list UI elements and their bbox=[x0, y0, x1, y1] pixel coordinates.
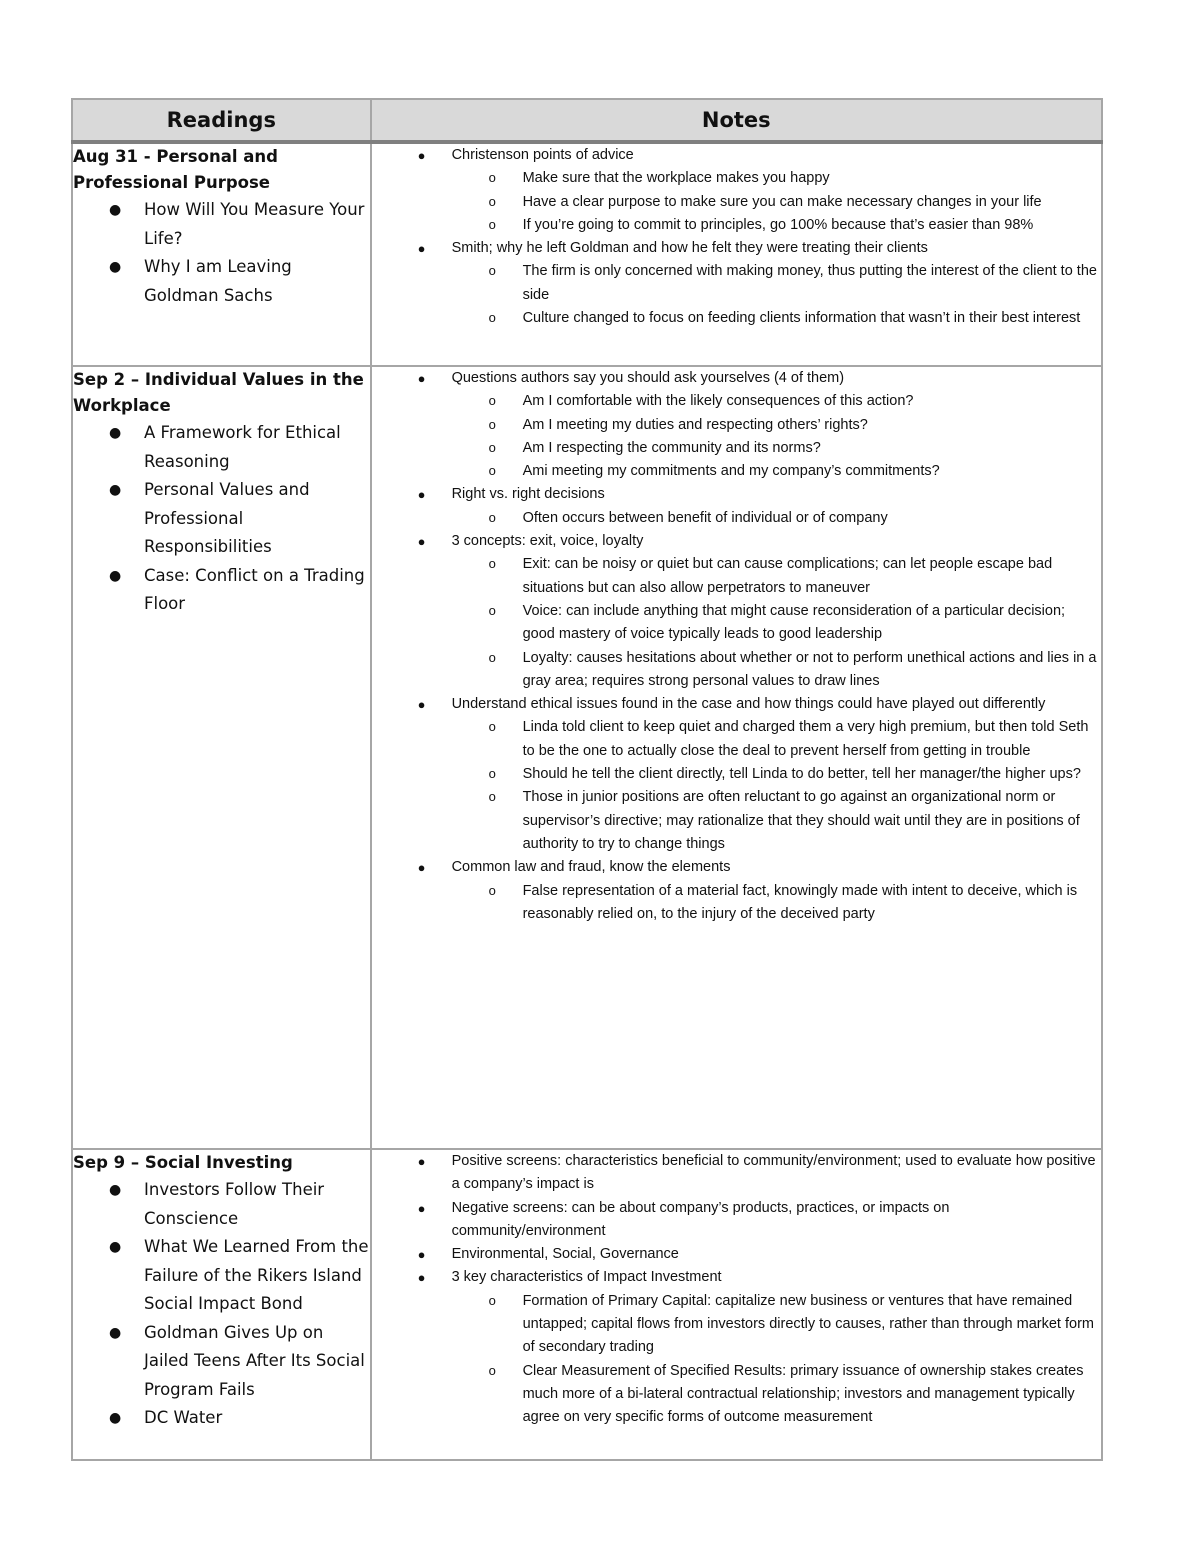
sub-note-text: Loyalty: causes hesitations about whether or not to perform unethical actions and lies in a gray area; requires strong personal values to draw lines bbox=[522, 649, 1097, 689]
sub-note-text: Ami meeting my commitments and my company’s commitments? bbox=[522, 463, 940, 480]
reading-title-text: Personal Values and Professional Responsibilities bbox=[144, 480, 310, 556]
table-row bbox=[72, 1149, 1102, 1460]
note-item bbox=[372, 237, 1101, 260]
bullet-icon: ● bbox=[417, 1247, 426, 1263]
bullet-icon: ● bbox=[417, 241, 426, 257]
sub-note-text: Clear Measurement of Specified Results: primary issuance of ownership stakes creates much more of a bi-lateral contractual relationship; investors and management typically agree on very specific forms of outcome measurement bbox=[522, 1362, 1084, 1426]
sub-note-item bbox=[372, 880, 1101, 927]
bullet-icon: ● bbox=[109, 1410, 122, 1426]
notes-table bbox=[71, 98, 1103, 1461]
sub-bullet-icon: o bbox=[488, 556, 496, 572]
sub-note-text: Am I respecting the community and its norms? bbox=[522, 439, 821, 456]
reading-title-text: How Will You Measure Your Life? bbox=[144, 200, 365, 248]
sub-bullet-icon: o bbox=[488, 416, 496, 432]
note-text: 3 concepts: exit, voice, loyalty bbox=[451, 533, 644, 550]
note-item bbox=[372, 856, 1101, 879]
reading-list bbox=[73, 419, 370, 619]
bullet-icon: ● bbox=[109, 482, 122, 498]
reading-title-text: A Framework for Ethical Reasoning bbox=[144, 423, 341, 471]
sub-bullet-icon: o bbox=[488, 882, 496, 898]
sub-note-text: Voice: can include anything that might cause reconsideration of a particular decision; good mastery of voice typically leads to good leadership bbox=[522, 602, 1066, 643]
sub-note-item bbox=[372, 553, 1101, 600]
sub-note-item bbox=[372, 716, 1101, 763]
sub-note-item bbox=[372, 260, 1101, 307]
table-row bbox=[72, 142, 1102, 366]
readings-cell bbox=[72, 1149, 371, 1460]
reading-item bbox=[73, 1176, 370, 1233]
bullet-icon: ● bbox=[417, 1154, 426, 1169]
sub-note-text: False representation of a material fact, knowingly made with intent to deceive, which is reasonably relied on, to the injury of the deceived party bbox=[522, 882, 1078, 922]
sub-note-text: Culture changed to focus on feeding clients information that wasn’t in their best interest bbox=[522, 310, 1081, 327]
note-item bbox=[372, 1150, 1101, 1197]
readings-cell bbox=[72, 366, 371, 1149]
note-item bbox=[372, 367, 1101, 390]
bullet-icon: ● bbox=[417, 371, 426, 386]
sub-bullet-icon: o bbox=[488, 193, 496, 209]
note-text: Negative screens: can be about company’s products, practices, or impacts on community/environment bbox=[451, 1199, 950, 1239]
sub-bullet-icon: o bbox=[488, 216, 496, 232]
sub-note-item bbox=[372, 167, 1101, 190]
sub-bullet-icon: o bbox=[488, 393, 496, 409]
reading-title-text: Why I am Leaving Goldman Sachs bbox=[144, 257, 292, 305]
reading-item bbox=[73, 1404, 370, 1433]
note-item bbox=[372, 1243, 1101, 1266]
sub-note-text: Am I meeting my duties and respecting others’ rights? bbox=[522, 416, 868, 433]
sub-bullet-icon: o bbox=[488, 310, 496, 326]
sub-note-text: Am I comfortable with the likely consequences of this action? bbox=[522, 393, 914, 410]
bullet-icon: ● bbox=[109, 425, 122, 441]
sub-note-text: Often occurs between benefit of individual or of company bbox=[522, 509, 888, 526]
readings-cell bbox=[72, 142, 371, 366]
sub-bullet-icon: o bbox=[488, 1362, 496, 1378]
sub-note-text: Linda told client to keep quiet and charged them a very high premium, but then told Seth to be the one to actually close the deal to prevent herself from getting in trouble bbox=[522, 719, 1089, 759]
reading-date-title: Sep 9 – Social Investing bbox=[73, 1153, 293, 1172]
note-item bbox=[372, 483, 1101, 506]
sub-note-text: Should he tell the client directly, tell Linda to do better, tell her manager/the higher ups? bbox=[522, 766, 1081, 783]
readings-column-header: Readings bbox=[72, 99, 371, 142]
bullet-icon: ● bbox=[417, 1200, 426, 1216]
sub-bullet-icon: o bbox=[488, 766, 496, 782]
bullet-icon: ● bbox=[109, 259, 122, 275]
sub-note-text: If you’re going to commit to principles, go 100% because that’s easier than 98% bbox=[522, 216, 1034, 233]
bullet-icon: ● bbox=[417, 487, 426, 503]
reading-title-text: What We Learned From the Failure of the Rikers Island Social Impact Bond bbox=[144, 1237, 369, 1313]
sub-note-text: Those in junior positions are often reluctant to go against an organizational norm or supervisor’s directive; may rationalize that they should wait until they are in positions of authority to try to change things bbox=[522, 789, 1080, 852]
reading-item bbox=[73, 1233, 370, 1319]
sub-bullet-icon: o bbox=[488, 170, 496, 186]
table-header-row bbox=[72, 99, 1102, 142]
reading-item bbox=[73, 476, 370, 562]
sub-note-item bbox=[372, 437, 1101, 460]
notes-cell bbox=[371, 366, 1102, 1149]
bullet-icon: ● bbox=[109, 1324, 122, 1341]
sub-note-item bbox=[372, 414, 1101, 437]
sub-bullet-icon: o bbox=[488, 1292, 496, 1308]
sub-note-item bbox=[372, 390, 1101, 413]
sub-note-item bbox=[372, 647, 1101, 694]
table-row bbox=[72, 366, 1102, 1149]
reading-title-text: DC Water bbox=[144, 1408, 223, 1427]
notes-cell bbox=[371, 1149, 1102, 1460]
note-text: 3 key characteristics of Impact Investment bbox=[451, 1269, 722, 1286]
note-text: Positive screens: characteristics beneficial to community/environment; used to evaluate how positive a company’s impact is bbox=[451, 1153, 1096, 1193]
reading-item bbox=[73, 1319, 370, 1405]
sub-note-text: The firm is only concerned with making money, thus putting the interest of the client to the side bbox=[522, 263, 1097, 303]
reading-item bbox=[73, 419, 370, 476]
sub-note-item bbox=[372, 763, 1101, 786]
note-text: Understand ethical issues found in the case and how things could have played out differently bbox=[451, 696, 1046, 713]
note-text: Environmental, Social, Governance bbox=[451, 1246, 679, 1263]
note-text: Common law and fraud, know the elements bbox=[451, 859, 731, 876]
sub-bullet-icon: o bbox=[488, 719, 496, 735]
note-item bbox=[372, 693, 1101, 716]
sub-note-text: Have a clear purpose to make sure you can make necessary changes in your life bbox=[522, 193, 1042, 210]
bullet-icon: ● bbox=[417, 697, 426, 713]
reading-item bbox=[73, 253, 370, 310]
sub-note-text: Make sure that the workplace makes you happy bbox=[522, 170, 830, 187]
sub-note-item bbox=[372, 307, 1101, 330]
bullet-icon: ● bbox=[417, 534, 426, 550]
sub-note-item bbox=[372, 1360, 1101, 1430]
note-item bbox=[372, 1266, 1101, 1289]
sub-note-item bbox=[372, 786, 1101, 856]
reading-title-text: Goldman Gives Up on Jailed Teens After Its Social Program Fails bbox=[144, 1322, 365, 1399]
bullet-icon: ● bbox=[109, 567, 122, 584]
bullet-icon: ● bbox=[417, 148, 426, 163]
reading-date-title: Sep 2 – Individual Values in the Workplace bbox=[73, 370, 364, 415]
reading-item bbox=[73, 562, 370, 619]
sub-note-item bbox=[372, 214, 1101, 237]
reading-title-text: Case: Conflict on a Trading Floor bbox=[144, 565, 365, 613]
note-text: Christenson points of advice bbox=[451, 147, 634, 163]
note-text: Right vs. right decisions bbox=[451, 486, 605, 503]
bullet-icon: ● bbox=[417, 860, 426, 876]
bullet-icon: ● bbox=[109, 1239, 122, 1255]
sub-bullet-icon: o bbox=[488, 649, 496, 665]
note-item bbox=[372, 144, 1101, 167]
reading-list bbox=[73, 1176, 370, 1433]
sub-note-item bbox=[372, 1290, 1101, 1360]
reading-title-text: Investors Follow Their Conscience bbox=[144, 1180, 325, 1228]
sub-bullet-icon: o bbox=[488, 509, 496, 525]
note-item bbox=[372, 1197, 1101, 1244]
sub-bullet-icon: o bbox=[488, 789, 496, 805]
bullet-icon: ● bbox=[109, 202, 122, 218]
bullet-icon: ● bbox=[417, 1270, 426, 1286]
bullet-icon: ● bbox=[109, 1182, 122, 1198]
sub-note-item bbox=[372, 600, 1101, 647]
sub-bullet-icon: o bbox=[488, 263, 496, 279]
note-text: Questions authors say you should ask yourselves (4 of them) bbox=[451, 370, 845, 386]
reading-date-title: Aug 31 - Personal and Professional Purpose bbox=[73, 147, 278, 192]
sub-note-item bbox=[372, 507, 1101, 530]
sub-note-item bbox=[372, 191, 1101, 214]
sub-bullet-icon: o bbox=[488, 463, 496, 479]
notes-cell bbox=[371, 142, 1102, 366]
sub-bullet-icon: o bbox=[488, 439, 496, 455]
note-item bbox=[372, 530, 1101, 553]
reading-list bbox=[73, 196, 370, 310]
notes-column-header: Notes bbox=[371, 99, 1102, 142]
note-text: Smith; why he left Goldman and how he felt they were treating their clients bbox=[451, 240, 928, 257]
sub-note-text: Exit: can be noisy or quiet but can cause complications; can let people escape bad situations but can also allow perpetrators to maneuver bbox=[522, 556, 1053, 596]
sub-note-text: Formation of Primary Capital: capitalize new business or ventures that have remained untapped; capital flows from investors directly to causes, rather than through market form of secondary trading bbox=[522, 1292, 1094, 1356]
reading-item bbox=[73, 196, 370, 253]
sub-bullet-icon: o bbox=[488, 602, 496, 618]
sub-note-item bbox=[372, 460, 1101, 483]
